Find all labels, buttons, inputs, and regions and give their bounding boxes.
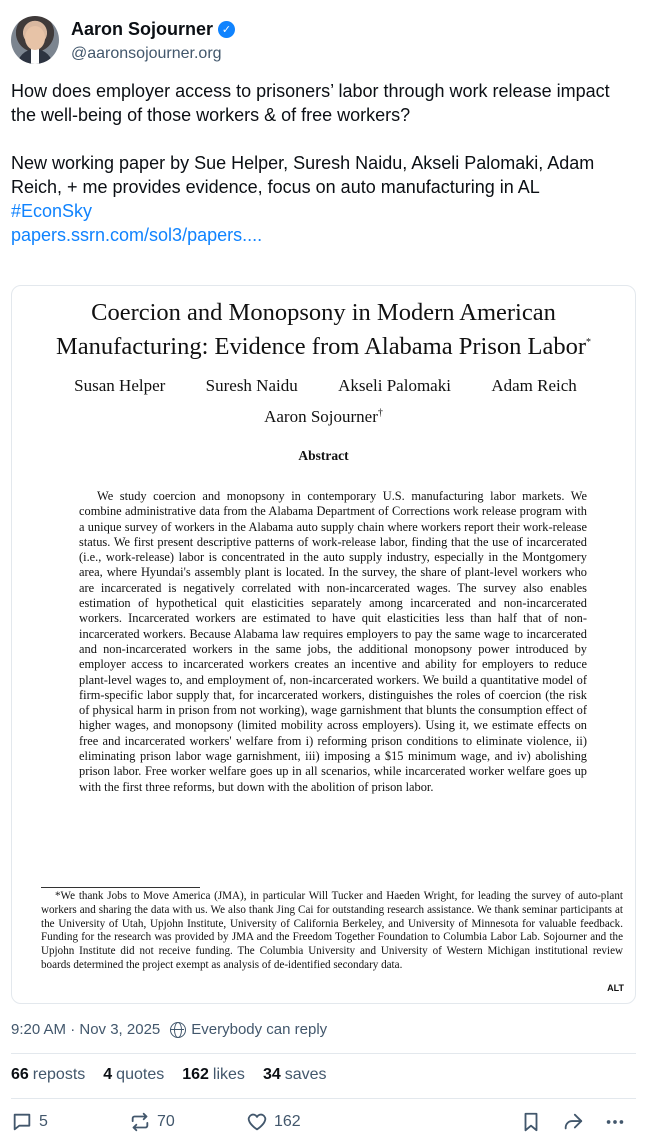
reply-count: 5 <box>39 1113 48 1130</box>
share-button[interactable] <box>562 1111 584 1133</box>
post-paragraph-1: How does employer access to prisoners’ labor through work release impact the well-being of those workers & of free workers? <box>11 81 610 125</box>
paper-author: Susan Helper <box>74 376 166 395</box>
divider <box>11 1053 636 1054</box>
repost-button[interactable] <box>129 1111 175 1133</box>
reply-icon <box>11 1111 33 1133</box>
alt-text-badge[interactable]: ALT <box>607 983 624 993</box>
bookmark-button[interactable] <box>520 1111 542 1133</box>
like-count: 162 <box>274 1113 301 1130</box>
action-bar <box>11 1111 636 1139</box>
paper-title <box>12 298 635 362</box>
like-button[interactable] <box>246 1111 301 1133</box>
reposts-label: reposts <box>32 1066 86 1083</box>
paper-author: Adam Reich <box>491 376 577 395</box>
hashtag-link[interactable]: #EconSky <box>11 201 93 221</box>
avatar[interactable] <box>11 16 59 64</box>
author-display-name[interactable]: Aaron Sojourner <box>71 19 214 39</box>
paper-author: Aaron Sojourner <box>264 407 378 426</box>
more-options-button[interactable] <box>604 1111 626 1133</box>
paper-title-line-1: Coercion and Monopsony in Modern American <box>91 299 556 326</box>
paper-authors <box>12 376 635 396</box>
paper-author-mark: † <box>377 407 383 419</box>
likes-label: likes <box>212 1066 245 1083</box>
post-text <box>11 79 636 247</box>
paper-title-line-2: Manufacturing: Evidence from Alabama Prison Labor <box>56 333 586 361</box>
reply-setting: Everybody can reply <box>191 1021 328 1038</box>
quotes-count: 4 <box>103 1066 113 1083</box>
heart-icon <box>246 1111 268 1133</box>
abstract-body: We study coercion and monopsony in contemporary U.S. manufacturing labor markets. We combine administrative data from the Alabama Department of Corrections work release program with a unique survey of workers in the Alabama auto supply chain where workers report their work-release status. We first present descriptive patterns of work-release labor, finding that the use of incarcerated (i.e., work-release) labor is concentrated in the auto supply industry, especially in the Montgomery area, where Hyundai's assembly plant is located. In the survey, the share of plant-level workers who are incarcerated is negatively correlated with non-incarcerated wages. The survey also enables estimation of hypothetical quit elasticities separately among incarcerated and non-incarcerated workers. Incarcerated workers are estimated to have quit elasticities less than half that of non-incarcerated workers. Because Alabama law requires employers to pay the same wage to incarcerated and non-incarcerated workers in the same jobs, the additional monopsony power introduced by employer access to incarcerated workers creates an incentive and ability for employers to reduce plant-level wages to, and employment of, non-incarcerated workers. We build a quantitative model of firm-specific labor supply that, for incarcerated workers, distinguishes the roles of coercion (the risk of physical harm in prison from not working), wage garnishment that blunts the consumption effect of higher wages, and monopsony (limited mobility across employers). Using it, we estimate effects on free and incarcerated workers' welfare from i) reforming prison conditions to eliminate violence, ii) eliminating prison labor wage garnishment, iii) imposing a $15 minimum wage, and iv) abolishing prison labor. Free worker welfare goes up in all scenarios, while incarcerated worker welfare goes up with the first three reforms, but down with the abolition of prison labor. <box>79 489 587 794</box>
more-icon <box>604 1111 626 1133</box>
reply-button[interactable] <box>11 1111 48 1133</box>
image-embed[interactable] <box>11 285 636 1004</box>
paper-last-author-row <box>12 407 635 427</box>
likes-count: 162 <box>182 1066 209 1083</box>
author-name-row <box>71 19 235 40</box>
engagement-stats <box>11 1066 327 1084</box>
globe-icon <box>170 1022 186 1038</box>
paper-author: Suresh Naidu <box>205 376 298 395</box>
reposts-count: 66 <box>11 1066 29 1083</box>
post-timestamp[interactable]: 9:20 AM · Nov 3, 2025 <box>11 1021 161 1038</box>
paper-link[interactable]: papers.ssrn.com/sol3/papers.... <box>11 225 263 245</box>
bookmark-icon <box>520 1111 542 1133</box>
quotes-stat[interactable] <box>103 1066 164 1084</box>
saves-stat[interactable] <box>263 1066 327 1084</box>
divider <box>11 1098 636 1099</box>
paper-footnote: *We thank Jobs to Move America (JMA), in particular Will Tucker and Haeden Wright, for leading the survey of auto-plant workers and sharing the data with us. We also thank Jing Cai for outstanding research assistance. We thank seminar participants at the University of Utah, Upjohn Institute, University of California Berkeley, and University of Minnesota for valuable feedback. Funding for the research was provided by JMA and the Freedom Together Foundation to Columbia Labor Lab. Sojourner and the Upjohn Institute did not receive funding. The Columbia University and University of Western Michigan institutional review boards determined the project exempt as analysis of de-identified secondary data. <box>41 890 623 971</box>
repost-count: 70 <box>157 1113 175 1130</box>
paper-image <box>12 286 635 1003</box>
abstract-heading: Abstract <box>298 448 349 463</box>
saves-count: 34 <box>262 1066 281 1083</box>
footnote-rule <box>41 887 200 888</box>
reposts-stat[interactable] <box>11 1066 85 1084</box>
repost-icon <box>129 1111 151 1133</box>
likes-stat[interactable] <box>182 1066 245 1084</box>
post-header <box>11 16 641 68</box>
quotes-label: quotes <box>116 1066 165 1083</box>
paper-author: Akseli Palomaki <box>338 376 451 395</box>
author-handle[interactable]: @aaronsojourner.org <box>71 45 222 62</box>
saves-label: saves <box>284 1066 327 1083</box>
verified-badge-icon: ✓ <box>218 21 235 38</box>
paper-title-mark: * <box>586 337 591 348</box>
post-meta <box>11 1021 327 1038</box>
post-paragraph-2: New working paper by Sue Helper, Suresh Naidu, Akseli Palomaki, Adam Reich, + me provides evidence, focus on auto manufacturing in AL <box>11 153 595 197</box>
share-icon <box>562 1111 584 1133</box>
